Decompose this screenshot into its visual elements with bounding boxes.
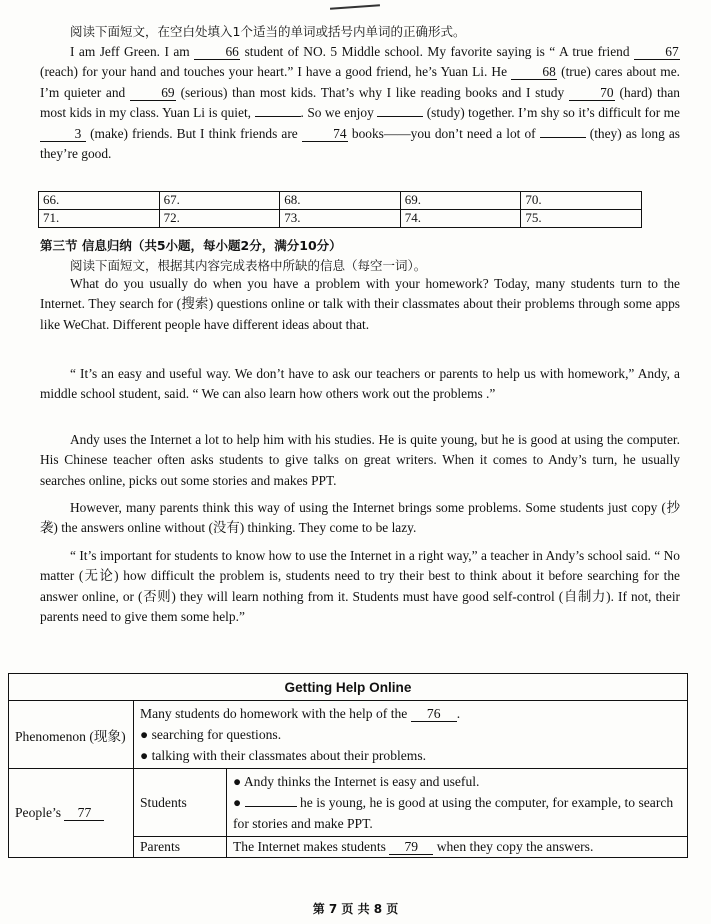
passage1-segment: books——you don’t need a lot of: [347, 125, 540, 141]
students-bullet-1: ● Andy thinks the Internet is easy and useful.: [233, 774, 480, 789]
answer-cell[interactable]: 68.: [280, 192, 401, 210]
answer-cell[interactable]: 71.: [39, 210, 160, 228]
answer-cell[interactable]: 69.: [400, 192, 521, 210]
passage1-blank[interactable]: 3: [40, 126, 86, 142]
passage1-blank[interactable]: 66: [194, 44, 240, 60]
section3-title: 第三节 信息归纳（共5小题，每小题2分，满分10分）: [40, 238, 342, 253]
passage1-segment: (serious) than most kids. That’s why I like reading books and I study: [175, 84, 569, 100]
students-cell: [227, 769, 688, 837]
passage1-text: [40, 42, 680, 164]
passage1-segment: (true) cares about me. I’m quieter and: [40, 64, 680, 100]
parents-text: The Internet makes students: [233, 839, 390, 854]
students-bullet-2-marker: ●: [233, 795, 245, 810]
answer-cell[interactable]: 67.: [159, 192, 280, 210]
section3-instruction: 阅读下面短文，根据其内容完成表格中所缺的信息（每空一词）。: [70, 258, 427, 273]
answer-cell[interactable]: 74.: [400, 210, 521, 228]
passage1-segment: (study) together. I’m shy so it’s difficult for me: [423, 105, 680, 121]
blank-76[interactable]: 76: [411, 706, 457, 722]
passage2-paragraph-4: However, many parents think this way of using the Internet brings some problems. Some students just copy (抄袭) the answers online without (没有) thinking. They come to be lazy.: [40, 500, 680, 536]
phenomenon-bullet-2: ● talking with their classmates about their problems.: [140, 748, 427, 763]
phenomenon-bullet-1: ● searching for questions.: [140, 727, 282, 742]
passage1-blank[interactable]: 74: [302, 126, 348, 142]
passage1-blank[interactable]: [377, 116, 423, 117]
phenomenon-text: Many students do homework with the help of the: [140, 706, 411, 721]
people-label: People’s: [15, 805, 65, 820]
passage1-blank[interactable]: 68: [511, 64, 557, 80]
passage1-blank[interactable]: 69: [130, 85, 176, 101]
parents-label: Parents: [134, 837, 227, 858]
phenomenon-text-end: .: [456, 706, 461, 721]
passage1-segment: . So we enjoy: [300, 105, 378, 121]
people-label-cell: [9, 769, 134, 858]
answer-table: [38, 191, 642, 228]
answer-cell[interactable]: 75.: [521, 210, 642, 228]
phenomenon-label: Phenomenon (现象): [9, 701, 134, 769]
answer-cell[interactable]: 72.: [159, 210, 280, 228]
passage2-paragraph-2: “ It’s an easy and useful way. We don’t have to ask our teachers or parents to help us with homework,” Andy, a middle school student, said. “ We can also learn how others work out the problems .”: [40, 366, 680, 402]
passage1-blank[interactable]: [540, 137, 586, 138]
passage1-blank[interactable]: [255, 116, 301, 117]
blank-77[interactable]: 77: [64, 805, 104, 821]
info-table-title: Getting Help Online: [9, 674, 688, 701]
table-row: [9, 701, 688, 769]
passage1-instruction: 阅读下面短文，在空白处填入1个适当的单词或括号内单词的正确形式。: [70, 24, 466, 39]
answer-cell[interactable]: 66.: [39, 192, 160, 210]
table-row: [39, 192, 642, 210]
table-row: [39, 210, 642, 228]
blank-79[interactable]: 79: [389, 839, 433, 855]
phenomenon-cell: [134, 701, 688, 769]
passage1-segment: student of NO. 5 Middle school. My favorite saying is “ A true friend: [240, 44, 634, 59]
answer-cell[interactable]: 73.: [280, 210, 401, 228]
passage2-paragraph-5: “ It’s important for students to know how to use the Internet in a right way,” a teacher in Andy’s school said. “ No matter (无论) how difficult the problem is, students need to try their best to think about it before searching for the answer online, or (否则) they will learn nothing from it. Students must have good self-control (自制力). If not, their parents need to give them some help.”: [40, 548, 680, 625]
parents-cell: [227, 837, 688, 858]
passage2-paragraph-1: What do you usually do when you have a problem with your homework? Today, many students turn to the Internet. They search for (搜索) questions online or talk with their classmates about their problems through some apps like WeChat. Different people have different ideas about that.: [40, 276, 680, 332]
students-label: Students: [134, 769, 227, 837]
passage1-segment: (make) friends. But I think friends are: [86, 125, 302, 141]
scan-mark: [330, 4, 380, 9]
passage1-blank[interactable]: 70: [569, 85, 615, 101]
students-bullet-2-text: he is young, he is good at using the computer, for example, to search for stories and make PPT.: [233, 795, 674, 831]
blank-78[interactable]: [245, 806, 297, 807]
table-row: [9, 769, 688, 837]
passage1-segment: (hard) than most kids in my class. Yuan Li is quiet,: [40, 84, 681, 121]
parents-text-end: when they copy the answers.: [433, 839, 594, 854]
page-number: 第 7 页 共 8 页: [312, 902, 399, 916]
passage1-blank[interactable]: 67: [634, 44, 680, 60]
answer-cell[interactable]: 70.: [521, 192, 642, 210]
info-table: [8, 673, 688, 858]
passage2-paragraph-3: Andy uses the Internet a lot to help him with his studies. He is quite young, but he is good at using the computer. His Chinese teacher often asks students to give talks on great writers. When it comes to Andy’s turn, he usually searches online, picks out some stories and makes PPT.: [40, 432, 680, 488]
passage1-segment: I am Jeff Green. I am: [70, 44, 195, 59]
passage1-segment: (they) as long as they’re good.: [40, 125, 681, 162]
table-row: [9, 674, 688, 701]
passage1-segment: (reach) for your hand and touches your heart.” I have a good friend, he’s Yuan Li. He: [40, 64, 512, 80]
